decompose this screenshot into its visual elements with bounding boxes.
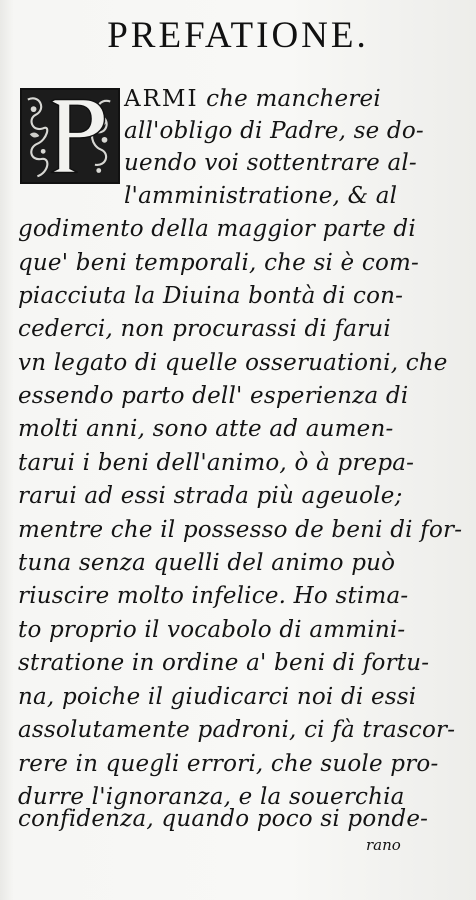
text-line-21: rere in quegli errori, che suole pro- [18,751,439,777]
decorated-initial-p-icon [22,90,118,182]
first-word: ARMI [124,86,199,112]
text-line-9: vn legato di quelle osseruationi, che [18,350,448,376]
text-line-22: durre l'ignoranza, e la souerchia [18,784,405,810]
catchword: rano [366,836,401,854]
text-line-1 [124,86,381,112]
text-line-23: confidenza, quando poco si ponde- [18,806,429,832]
text-line-5: godimento della maggior parte di [18,216,416,242]
text-line-12: tarui i beni dell'animo, ò à prepa- [18,450,415,476]
text-line-8: cederci, non procurassi di farui [18,316,391,342]
text-line-3: uendo voi sottentrare al- [124,150,417,176]
text-line-20: assolutamente padroni, ci fà trascor- [18,717,456,743]
page-title: PREFATIONE. [107,15,369,56]
text-line-10: essendo parto dell' esperienza di [18,383,409,409]
text-line-17: to proprio il vocabolo di ammini- [18,617,406,643]
text-line-2: all'obligo di Padre, se do- [124,118,424,144]
text-line-18: stratione in ordine a' beni di fortu- [18,650,430,676]
text-line-14: mentre che il possesso de beni di for- [18,517,463,543]
text-line-19: na, poiche il giudicarci noi di essi [18,684,417,710]
text-line-7: piacciuta la Diuina bontà di con- [18,283,404,309]
decorated-initial [20,88,120,184]
text-line-15: tuna senza quelli del animo può [18,550,396,576]
text-line-11: molti anni, sono atte ad aumen- [18,416,394,442]
text-line-13: rarui ad essi strada più ageuole; [18,483,403,509]
text-line-6: que' beni temporali, che si è com- [18,250,419,276]
line-text: che mancherei [198,86,381,112]
text-line-16: riuscire molto infelice. Ho stima- [18,583,409,609]
text-line-4: l'amministratione, & al [124,183,398,209]
